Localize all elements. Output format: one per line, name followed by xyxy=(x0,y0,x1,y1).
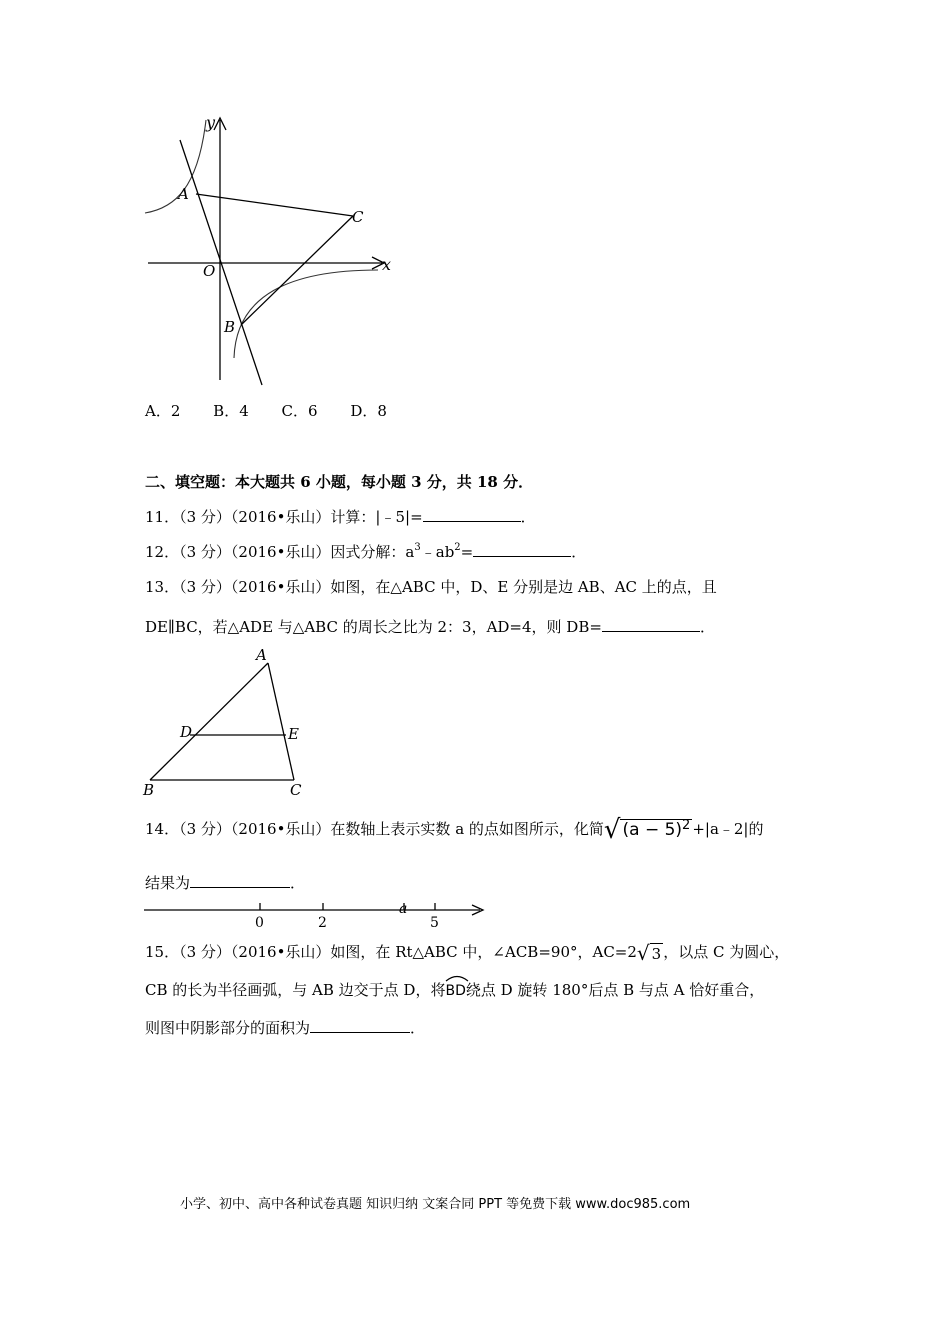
triangle-figure xyxy=(140,645,320,800)
hyperbola-branch-left xyxy=(145,120,206,213)
answer-blank-12[interactable] xyxy=(473,542,571,557)
question-15-line3: 则图中阴影部分的面积为 ． xyxy=(145,1019,426,1037)
label-a: A xyxy=(256,646,267,664)
label-y: y xyxy=(206,113,216,132)
option-a: A．2 xyxy=(145,402,181,420)
page-footer: 小学、初中、高中各种试卷真题 知识归纳 文案合同 PPT 等免费下载 www.doc985.com xyxy=(180,1197,691,1212)
number-line-figure xyxy=(140,898,490,932)
question-13-line1: 13．（3 分）（2016•乐山）如图，在△ABC 中，D、E 分别是边 AB、AC 上的点，且 xyxy=(145,578,717,596)
label-0: 0 xyxy=(255,915,264,931)
hyperbola-branch-right xyxy=(234,270,378,358)
section2-heading: 二、填空题：本大题共 6 小题，每小题 3 分，共 18 分． xyxy=(145,473,534,491)
arc-bd: BD xyxy=(445,981,465,1001)
answer-blank-11[interactable] xyxy=(423,507,521,522)
sqrt-expression: √ $(a - 5)^2$ xyxy=(603,815,691,845)
label-a: a xyxy=(399,901,408,917)
option-b: B．4 xyxy=(213,402,249,420)
label-b: B xyxy=(224,318,236,336)
label-o: O xyxy=(203,262,216,280)
label-c: C xyxy=(290,781,302,799)
question-11: 11．（3 分）（2016•乐山）计算：|﹣5|= ． xyxy=(145,508,536,526)
label-5: 5 xyxy=(430,915,439,931)
question-15-line2: CB 的长为半径画弧，与 AB 边交于点 D，将 BD绕点 D 旋转 180°后点 B 与点 A 恰好重合， xyxy=(145,980,764,1001)
label-x: x xyxy=(382,255,392,274)
label-b: B xyxy=(143,781,155,799)
question-13-line2: DE∥BC，若△ADE 与△ABC 的周长之比为 2：3，AD=4，则 DB= ． xyxy=(145,618,715,636)
segment-ab xyxy=(150,663,268,780)
label-a: A xyxy=(178,185,189,203)
option-c: C．6 xyxy=(281,402,318,420)
answer-blank-15[interactable] xyxy=(310,1018,410,1033)
label-2: 2 xyxy=(318,915,327,931)
label-c: C xyxy=(352,208,364,226)
question-15-line1: 15．（3 分）（2016•乐山）如图，在 Rt△ABC 中，∠ACB=90°，AC=2√ 3 ，以点 C 为圆心， xyxy=(145,941,790,965)
sqrt-3: √ 3 xyxy=(636,941,662,965)
segment-bc xyxy=(241,216,353,325)
arc-symbol xyxy=(445,974,469,982)
label-d: D xyxy=(180,723,193,741)
question-12: 12．（3 分）（2016•乐山）因式分解：$a^3﹣ab^2=$ ． xyxy=(145,542,587,561)
q10-options xyxy=(145,401,387,421)
hyperbola-figure xyxy=(140,110,400,390)
option-d: D．8 xyxy=(350,402,387,420)
answer-blank-13[interactable] xyxy=(602,617,700,632)
question-14-line2: 结果为 ． xyxy=(145,874,306,892)
label-e: E xyxy=(288,725,299,743)
segment-ac xyxy=(268,663,294,780)
answer-blank-14[interactable] xyxy=(190,873,290,888)
question-14-line1: 14．（3 分）（2016•乐山）在数轴上表示实数 a 的点如图所示，化简√ $(a - 5)^2$ +|a﹣2|的 xyxy=(145,815,764,845)
